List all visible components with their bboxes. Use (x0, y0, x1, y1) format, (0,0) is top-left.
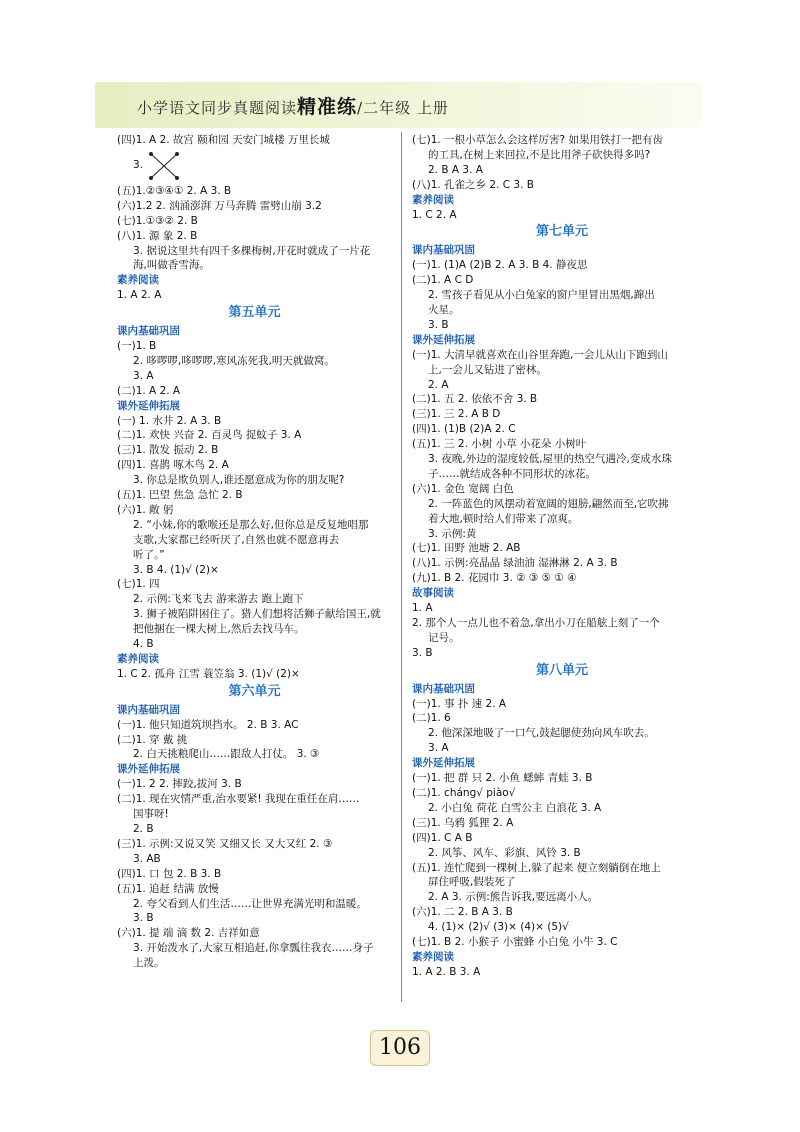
answer-line: 3. B (412, 646, 433, 659)
answer-line: (七)1.①③② 2. B (117, 214, 198, 227)
answer-line: 3. 示例:黄 (428, 527, 477, 540)
answer-line: 2. 那个人一点儿也不着急,拿出小刀在船舷上刻了一个 (412, 617, 660, 629)
answer-line: (五)1. 追赶 结满 放慢 (117, 882, 219, 895)
answer-line: (四)1. A 2. 故宫 颐和园 天安门城楼 万里长城 (117, 134, 330, 146)
answer-line: (四)1. C A B (412, 831, 473, 844)
answer-line: 上泼。 (133, 957, 165, 970)
answer-line: 2. 他深深地吸了一口气,鼓起腮使劲向风车吹去。 (428, 727, 655, 740)
section-heading: 故事阅读 (412, 587, 454, 600)
section-heading: 课外延伸拓展 (412, 757, 475, 770)
section-heading: 课内基础巩固 (412, 244, 475, 257)
answer-line: (四)1. (1)B (2)A 2. C (412, 423, 516, 436)
answer-line: (一)1. B (117, 339, 157, 352)
answer-line: (二)1. 五 2. 依依不舍 3. B (412, 393, 538, 406)
section-heading: 课内基础巩固 (412, 682, 475, 695)
section-heading: 课内基础巩固 (117, 325, 180, 338)
section-heading: 素养阅读 (412, 950, 454, 963)
answer-line: 屏住呼吸,假装死了 (428, 876, 516, 889)
answer-line: 4. (1)× (2)√ (3)× (4)× (5)√ (428, 921, 569, 934)
left-column (117, 133, 392, 971)
answer-line: (五)1. 三 2. 小树 小草 小花朵 小树叶 (412, 438, 587, 451)
answer-line: (二)1. 6 (412, 712, 451, 725)
answer-line: (六)1. 提 端 滴 数 2. 吉祥如意 (117, 927, 260, 940)
header-title (137, 92, 449, 119)
answer-line: (二)1. 穿 戴 挑 (117, 733, 188, 746)
answer-line: 1. C 2. 孤舟 江雪 蓑笠翁 3. (1)√ (2)× (117, 667, 300, 680)
answer-line: (五)1. 巴望 焦急 急忙 2. B (117, 489, 243, 502)
section-heading: 素养阅读 (117, 274, 159, 287)
answer-line: 2. 风筝、风车、彩旗、风铃 3. B (428, 846, 581, 859)
answer-line: 3. B (133, 912, 154, 925)
answer-line: 2. A (428, 378, 449, 391)
answer-line: 1. C 2. A (412, 208, 457, 221)
answer-line: (三)1. 散发 振动 2. B (117, 444, 219, 457)
answer-line: (七)1. B 2. 小猴子 小蜜蜂 小白兔 小牛 3. C (412, 936, 618, 949)
section-heading: 课外延伸拓展 (117, 399, 180, 412)
answer-line: (六)1. 二 2. B A 3. B (412, 906, 513, 919)
answer-line: (八)1. 源 象 2. B (117, 229, 198, 242)
answer-line: (八)1. 示例:亮晶晶 绿油油 湿淋淋 2. A 3. B (412, 557, 618, 570)
answer-line: 3. 狮子被陷阱困住了。猎人们想将活狮子献给国王,就 (133, 608, 381, 621)
answer-line: 3. AB (133, 852, 161, 865)
column-divider (401, 132, 402, 1002)
answer-line: 2. 一阵蓝色的风摆动着宽阔的翅膀,翩然而至,它吹拂 (428, 497, 669, 510)
answer-line: 听了。” (133, 548, 165, 561)
answer-line: 3. B 4. (1)√ (2)× (133, 563, 219, 576)
answer-line: (二)1. 欢快 兴奋 2. 百灵鸟 捉蚊子 3. A (117, 429, 302, 442)
answer-line: (五)1. 连忙爬到一棵树上,躲了起来 便立刻躺倒在地上 (412, 861, 661, 874)
answer-line: (一)1. 大清早就喜欢在山谷里奔跑,一会儿从山下跑到山 (412, 348, 668, 361)
answer-line: 海,叫做香雪海。 (133, 259, 210, 272)
answer-line: 2. B A 3. A (428, 163, 483, 176)
answer-line: 上,一会儿又钻进了密林。 (428, 363, 547, 376)
answer-line: 的工具,在树上来回拉,不是比用斧子砍快得多吗? (428, 148, 651, 161)
answer-line: 2. “小妹,你的歌喉还是那么好,但你总是反复地唱那 (133, 518, 369, 531)
answer-line: 2. 示例:飞来飞去 游来游去 跑上跑下 (133, 593, 304, 606)
answer-line: 3. (133, 159, 144, 172)
answer-line: (一)1. 事 扑 速 2. A (412, 697, 507, 710)
answer-line: 3. A (133, 369, 154, 382)
answer-line: 2. 小白兔 荷花 白雪公主 白浪花 3. A (428, 801, 602, 814)
answer-line: (一)1. 他只知道筑坝挡水。 2. B 3. AC (117, 718, 299, 731)
answer-line: 1. A 2. B 3. A (412, 965, 481, 978)
answer-line: 2. 哆啰啰,哆啰啰,寒风冻死我,明天就做窝。 (133, 354, 335, 367)
answer-line: (一)1. 2 2. 摔跤,拔河 3. B (117, 778, 242, 791)
unit-title: 第七单元 (535, 224, 588, 240)
answer-line: (一) 1. 水井 2. A 3. B (117, 414, 222, 427)
section-heading: 素养阅读 (412, 193, 454, 206)
answer-line: 着大地,顿时给人们带来了凉爽。 (428, 512, 579, 525)
section-heading: 课内基础巩固 (117, 703, 180, 716)
answer-line: 支歌,大家都已经听厌了,自然也就不愿意再去 (133, 533, 340, 546)
header-banner (95, 82, 701, 128)
answer-line: (一)1. 把 群 只 2. 小鱼 蟋蟀 青蛙 3. B (412, 772, 593, 785)
section-heading: 课外延伸拓展 (117, 763, 180, 776)
unit-title: 第五单元 (228, 305, 281, 321)
answer-line: (二)1. 现在灾情严重,治水要紧! 我现在重任在肩…… (117, 793, 360, 806)
grade-label: /二年级 上册 (357, 99, 449, 117)
answer-line: 火星。 (428, 303, 460, 316)
answer-line: (四)1. 口 包 2. B 3. B (117, 867, 222, 880)
answer-line: 1. A 2. A (117, 289, 162, 302)
answer-line: 3. 夜晚,外边的湿度较低,屋里的热空气遇冷,变成水珠 (428, 453, 672, 466)
brand-name: 精准练 (297, 96, 358, 118)
page-number: 106 (370, 1030, 430, 1066)
answer-line: 3. 据说这里共有四千多棵梅树,开花时就成了一片花 (133, 244, 371, 257)
answer-line: (三)1. 三 2. A B D (412, 408, 501, 421)
answer-line: 子……就结成各种不同形状的冰花。 (428, 467, 596, 480)
answer-line: (六)1. 金色 宽阔 白色 (412, 482, 514, 495)
answer-line: (六)1. 敞 躬 (117, 503, 174, 516)
answer-line: (二)1. A 2. A (117, 384, 181, 397)
matching-diagram (147, 148, 183, 184)
answer-line: (七)1. 田野 池塘 2. AB (412, 542, 521, 555)
series-name: 小学语文同步真题阅读 (137, 99, 298, 117)
answer-line: 3. A (428, 742, 449, 755)
answer-line: (五)1.②③④① 2. A 3. B (117, 184, 232, 197)
answer-line: (三)1. 示例:又说又笑 又细又长 又大又红 2. ③ (117, 837, 333, 850)
answer-line: 3. B (428, 318, 449, 331)
answer-line: 2. B (133, 822, 154, 835)
answer-line: (三)1. 乌鸦 狐狸 2. A (412, 816, 514, 829)
answer-line: 2. 白天挑粮爬山……跟敌人打仗。 3. ③ (133, 748, 320, 761)
answer-line: (二)1. chánɡ√ piào√ (412, 786, 516, 799)
unit-title: 第八单元 (535, 662, 588, 678)
answer-line: 1. A (412, 602, 433, 615)
answer-line: 记号。 (428, 631, 460, 644)
answer-line: 3. 你总是欺负别人,谁还愿意成为你的朋友呢? (133, 474, 345, 487)
answer-line: (四)1. 喜鹊 啄木鸟 2. A (117, 459, 229, 472)
unit-title: 第六单元 (228, 683, 281, 699)
answer-line: (七)1. 一根小草怎么会这样厉害? 如果用铁打一把有齿 (412, 134, 663, 146)
answer-line: 3. 开始泼水了,大家互相追赶,你拿瓢往我衣……身子 (133, 942, 374, 955)
answer-line: 2. A 3. 示例:熊告诉我,要远离小人。 (428, 891, 599, 904)
answer-line: (六)1.2 2. 汹涌澎湃 万马奔腾 雷劈山崩 3.2 (117, 199, 322, 212)
answer-line: 把他捆在一棵大树上,然后去找马车。 (133, 623, 305, 636)
section-heading: 课外延伸拓展 (412, 333, 475, 346)
answer-line: 国事呀! (133, 808, 169, 821)
answer-line: (二)1. A C D (412, 274, 474, 287)
answer-line: (七)1. 四 (117, 578, 160, 591)
answer-line: (八)1. 孔雀之乡 2. C 3. B (412, 178, 534, 191)
section-heading: 素养阅读 (117, 653, 159, 665)
answer-line: 2. 雪孩子看见从小白兔家的窗户里冒出黑烟,蹿出 (428, 289, 655, 302)
answer-line: (九)1. B 2. 花园巾 3. ② ③ ⑤ ① ④ (412, 572, 577, 585)
answer-line: 4. B (133, 638, 154, 651)
answer-line: 2. 夸父看到人们生活……让世界充满光明和温暖。 (133, 897, 367, 910)
answer-line: (一)1. (1)A (2)B 2. A 3. B 4. 静夜思 (412, 259, 588, 272)
right-column (412, 133, 712, 980)
